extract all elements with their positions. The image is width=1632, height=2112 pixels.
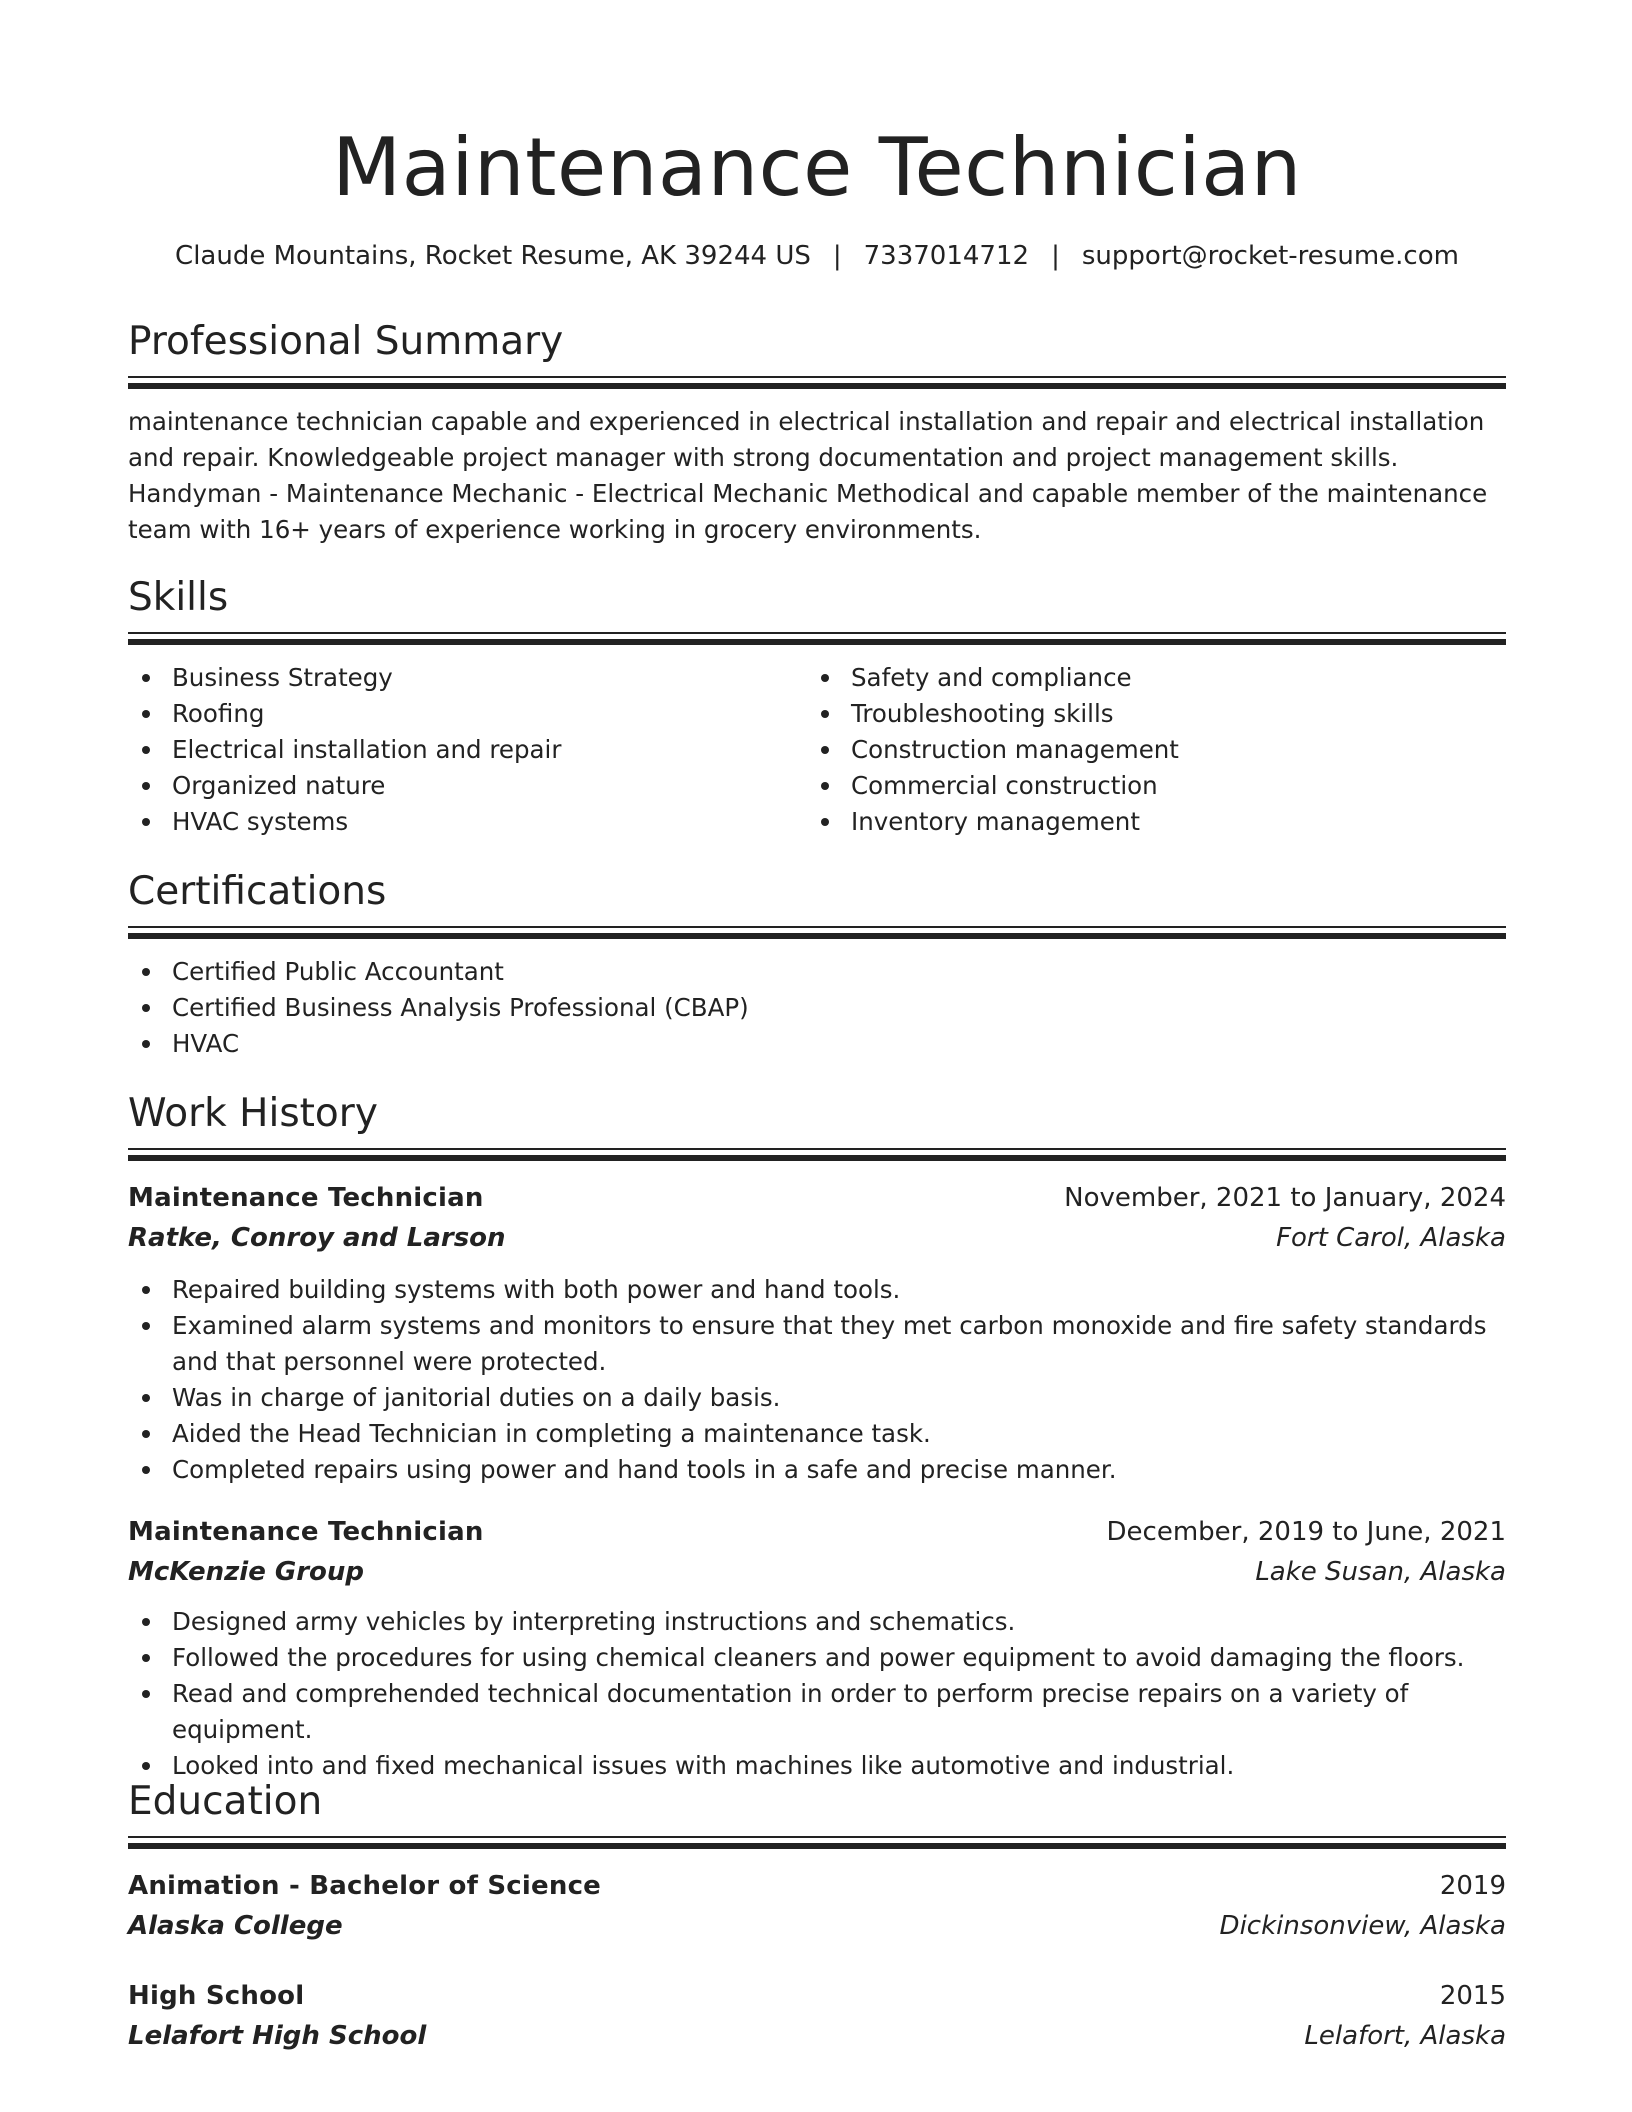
section-divider [128,376,1506,390]
job-entry [128,1512,1506,1784]
list-item: Construction management [807,732,1486,768]
summary-text: maintenance technician capable and experienced in electrical installation and repair and electrical installation and repair. Knowledgeable project manager with strong documentation and project management skills. Handyman - Maintenance Mechanic - Electrical Mechanic Methodical and capable member of the maintenance team with 16+ years of experience working in grocery environments. [128,407,1488,544]
section-divider [128,1148,1506,1162]
address: Claude Mountains, Rocket Resume, AK 39244 US [175,241,811,271]
company-name: Ratke, Conroy and Larson [128,1223,506,1253]
bullet-icon [821,710,829,718]
education-entry [128,1976,1506,2056]
bullet-icon [142,818,150,826]
list-item: Examined alarm systems and monitors to ensure that they met carbon monoxide and fire safety standards and that personnel were protected. [128,1308,1506,1380]
job-title: Maintenance Technician [128,1517,484,1547]
degree: High School [128,1981,305,2011]
list-item: Completed repairs using power and hand tools in a safe and precise manner. [128,1452,1506,1488]
bullet-icon [142,1394,150,1402]
school-location: Lelafort, Alaska [1304,2021,1506,2051]
section-title: Education [128,1779,323,1824]
bullet-icon [142,782,150,790]
section-title: Certifications [128,869,387,914]
bullet-icon [142,1690,150,1698]
job-dates: December, 2019 to June, 2021 [1106,1517,1506,1547]
list-item: Repaired building systems with both power and hand tools. [128,1272,1506,1308]
list-item: Looked into and fixed mechanical issues with machines like automotive and industrial. [128,1748,1506,1784]
bullet-icon [142,1040,150,1048]
list-item: Certified Public Accountant [128,954,1506,990]
job-location: Lake Susan, Alaska [1255,1557,1506,1587]
list-item: Read and comprehended technical documentation in order to perform precise repairs on a variety of equipment. [128,1676,1506,1748]
company-name: McKenzie Group [128,1557,365,1587]
list-item: Business Strategy [128,660,807,696]
list-item: HVAC systems [128,804,807,840]
skills-section [128,572,1506,840]
degree: Animation - Bachelor of Science [128,1871,602,1901]
bullet-icon [142,746,150,754]
skills-list-right [807,660,1486,840]
graduation-year: 2015 [1439,1981,1506,2011]
list-item: Was in charge of janitorial duties on a daily basis. [128,1380,1506,1416]
section-divider [128,632,1506,646]
job-title: Maintenance Technician [128,1183,484,1213]
list-item: Designed army vehicles by interpreting instructions and schematics. [128,1604,1506,1640]
education-header [128,1976,1506,2016]
job-dates: November, 2021 to January, 2024 [1064,1183,1506,1213]
candidate-name: Maintenance Technician [332,121,1302,214]
work-history-section [128,1088,1506,1784]
list-item: HVAC [128,1026,1506,1062]
list-item: Electrical installation and repair [128,732,807,768]
bullet-icon [142,1762,150,1770]
bullet-icon [821,782,829,790]
job-subheader [128,1218,1506,1258]
list-item: Certified Business Analysis Professional (CBAP) [128,990,1506,1026]
list-item: Safety and compliance [807,660,1486,696]
section-title: Skills [128,575,229,620]
education-entry [128,1866,1506,1946]
bullet-icon [142,968,150,976]
summary-section [128,316,1506,548]
separator: | [832,241,842,271]
school-name: Lelafort High School [128,2021,427,2051]
bullet-icon [142,1322,150,1330]
bullet-icon [142,1618,150,1626]
certifications-section [128,866,1506,1062]
list-item: Followed the procedures for using chemical cleaners and power equipment to avoid damaging the floors. [128,1640,1506,1676]
job-subheader [128,1552,1506,1592]
list-item: Roofing [128,696,807,732]
bullet-icon [821,818,829,826]
education-section [128,1776,1506,2056]
section-divider [128,1836,1506,1850]
email-link[interactable]: support@rocket-resume.com [1081,241,1459,271]
list-item: Commercial construction [807,768,1486,804]
bullet-icon [142,1004,150,1012]
section-divider [128,926,1506,940]
job-header [128,1512,1506,1552]
bullet-icon [821,746,829,754]
education-subheader [128,1906,1506,1946]
skills-list-left [128,660,807,840]
certifications-list [128,954,1506,1062]
section-title: Professional Summary [128,319,564,364]
list-item: Inventory management [807,804,1486,840]
job-bullets [128,1604,1506,1784]
job-bullets [128,1272,1506,1488]
bullet-icon [821,674,829,682]
bullet-icon [142,1430,150,1438]
school-location: Dickinsonview, Alaska [1219,1911,1506,1941]
bullet-icon [142,674,150,682]
job-location: Fort Carol, Alaska [1276,1223,1506,1253]
skills-columns [128,660,1506,840]
education-subheader [128,2016,1506,2056]
section-title: Work History [128,1091,378,1136]
contact-line [128,236,1506,276]
job-entry [128,1178,1506,1488]
bullet-icon [142,1654,150,1662]
separator: | [1051,241,1060,271]
bullet-icon [142,1466,150,1474]
education-header [128,1866,1506,1906]
list-item: Aided the Head Technician in completing a maintenance task. [128,1416,1506,1452]
bullet-icon [142,1286,150,1294]
school-name: Alaska College [128,1911,343,1941]
graduation-year: 2019 [1439,1871,1506,1901]
list-item: Troubleshooting skills [807,696,1486,732]
bullet-icon [142,710,150,718]
phone: 7337014712 [863,241,1030,271]
job-header [128,1178,1506,1218]
list-item: Organized nature [128,768,807,804]
